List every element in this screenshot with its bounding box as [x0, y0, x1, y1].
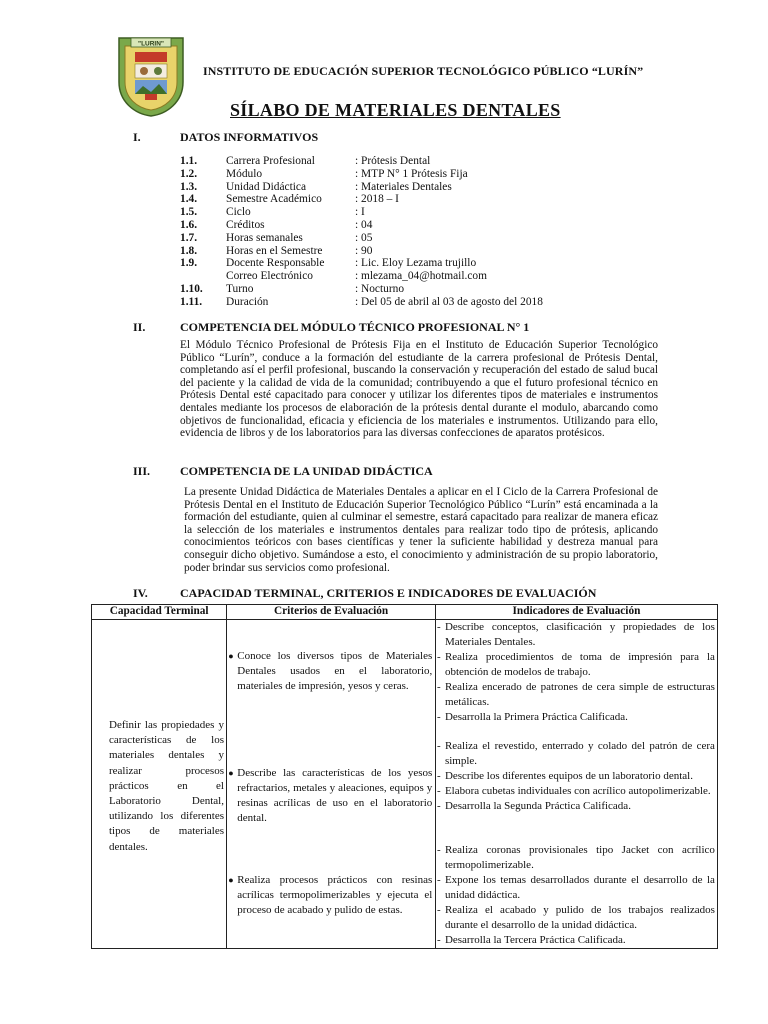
info-label: Unidad Didáctica	[226, 180, 307, 193]
info-number: 1.8.	[180, 244, 198, 257]
table-header: Capacidad Terminal	[92, 605, 227, 620]
indicator-text: Elabora cubetas individuales con acrílico autopolimerizable.	[444, 785, 711, 797]
criterio-item	[227, 873, 432, 918]
info-row	[180, 155, 600, 168]
dash-marker: -	[436, 621, 441, 633]
info-number: 1.6.	[180, 218, 198, 231]
capacidad-text: Definir las propiedades y características de los materiales dentales y realizar procesos prácticos en el Laboratorio Dental, utilizando los diferentes tipos de materiales dentales.	[109, 719, 224, 853]
indicator-text: Desarrolla la Tercera Práctica Calificada.	[444, 934, 626, 946]
indicator-text: Desarrolla la Segunda Práctica Calificada.	[444, 800, 631, 812]
dash-marker: -	[436, 904, 441, 916]
section-number: I.	[133, 130, 141, 144]
info-value: : 05	[355, 231, 373, 244]
info-number: 1.9.	[180, 257, 198, 270]
indicator-text: Realiza el revestido, enterrado y colado del patrón de cera simple.	[444, 740, 715, 767]
info-label: Ciclo	[226, 206, 251, 219]
criterio-item	[227, 766, 432, 826]
info-value: : Prótesis Dental	[355, 155, 431, 167]
dash-marker: -	[436, 800, 441, 812]
indicator-text: Realiza procedimientos de toma de impresión para la obtención de modelos de trabajo.	[444, 651, 715, 678]
info-number	[180, 270, 226, 283]
dash-marker: -	[436, 874, 441, 886]
info-label: Créditos	[226, 218, 265, 231]
table-row	[92, 620, 718, 949]
svg-text:"LURIN": "LURIN"	[137, 40, 165, 48]
indicator-item	[436, 680, 715, 710]
info-number: 1.11.	[180, 295, 203, 308]
indicator-group	[436, 843, 715, 948]
info-value: : mlezama_04@hotmail.com	[355, 270, 487, 283]
indicator-item	[436, 873, 715, 903]
criterio-text: Conoce los diversos tipos de Materiales Dentales usados en el laboratorio, materiales de impresión, yesos y ceras.	[237, 650, 433, 692]
dash-marker: -	[436, 651, 441, 663]
bullet-icon: ●	[228, 875, 234, 885]
info-value: : 2018 – I	[355, 193, 399, 206]
dash-marker: -	[436, 785, 441, 797]
section-number: III.	[133, 464, 151, 478]
section-title-competencia-unidad: COMPETENCIA DE LA UNIDAD DIDÁCTICA	[180, 464, 433, 478]
info-row	[180, 296, 600, 309]
table-header: Criterios de Evaluación	[227, 605, 436, 620]
bullet-icon: ●	[228, 768, 234, 778]
info-number: 1.4.	[180, 193, 198, 206]
info-value: : 04	[355, 218, 373, 231]
indicator-group	[436, 739, 715, 814]
indicator-item	[436, 903, 715, 933]
criterio-text: Realiza procesos prácticos con resinas acrílicas termopolimerizables y ejecuta el proceso de acabado y pulido de estas.	[237, 874, 433, 916]
info-value: : I	[355, 206, 365, 219]
info-label: Duración	[226, 295, 269, 308]
info-row	[180, 206, 600, 219]
section-title-datos: DATOS INFORMATIVOS	[180, 130, 319, 144]
indicadores-cell	[435, 620, 717, 949]
info-label: Horas semanales	[226, 231, 303, 244]
info-label: Correo Electrónico	[226, 270, 313, 283]
section-number: II.	[133, 320, 146, 334]
dash-marker: -	[436, 844, 441, 856]
info-value: : Del 05 de abril al 03 de agosto del 2018	[355, 295, 543, 308]
indicator-item	[436, 784, 715, 799]
dash-marker: -	[436, 934, 441, 946]
indicator-text: Describe los diferentes equipos de un laboratorio dental.	[444, 770, 693, 782]
info-value: : Materiales Dentales	[355, 180, 452, 193]
indicator-group	[436, 620, 715, 725]
info-label: Turno	[226, 282, 254, 295]
competencia-unidad-paragraph: La presente Unidad Didáctica de Materiales Dentales a aplicar en el I Ciclo de la Carrera Profesional de Prótesis Dental en el Instituto de Educación Superior Tecnológico Público “Lurín” está encaminada a la formación del estudiante, quien al culminar el semestre, estará capacitado para realizar de manera eficaz la selección de los materiales e instrumentos dentales para realizar todo tipo de prótesis, aplicando conocimientos teóricos con bases científicas y tener la suficiente habilidad y destreza manual para conseguir dicho objetivo. Sumándose a esto, el conocimiento y administración de su propio laboratorio, poder brindar sus servicios como profesional.	[184, 486, 658, 574]
info-label: Horas en el Semestre	[226, 244, 323, 257]
info-number: 1.7.	[180, 231, 198, 244]
criterio-item	[227, 649, 432, 694]
dash-marker: -	[436, 681, 441, 693]
table-header: Indicadores de Evaluación	[435, 605, 717, 620]
section-title-capacidad-terminal: CAPACIDAD TERMINAL, CRITERIOS E INDICADORES DE EVALUACIÓN	[180, 586, 597, 600]
criterios-cell	[227, 620, 436, 949]
info-number: 1.10.	[180, 282, 203, 295]
info-number: 1.1.	[180, 155, 198, 167]
indicator-text: Describe conceptos, clasificación y propiedades de los Materiales Dentales.	[444, 621, 715, 648]
info-value: : 90	[355, 244, 373, 257]
indicator-item	[436, 933, 715, 948]
indicator-text: Expone los temas desarrollados durante el desarrollo de la unidad didáctica.	[444, 874, 715, 901]
indicator-item	[436, 799, 715, 814]
info-row	[180, 245, 600, 258]
info-number: 1.2.	[180, 167, 198, 180]
criterio-text: Describe las características de los yesos refractarios, metales y aleaciones, equipos y resinas acrílicas de uso en el laboratorio dental.	[237, 767, 433, 824]
indicator-item	[436, 620, 715, 650]
info-list	[180, 155, 600, 309]
document-title: SÍLABO DE MATERIALES DENTALES	[230, 100, 561, 120]
dash-marker: -	[436, 740, 441, 752]
section-number: IV.	[133, 586, 148, 600]
competencia-modulo-paragraph: El Módulo Técnico Profesional de Prótesis Fija en el Instituto de Educación Superior Tecnológico Público “Lurín”, conduce a la formación del estudiante de la carrera profesional de Prótesis Dental, completando así el perfil profesional, buscando la conservación y recuperación del estado de salud bucal del paciente y la calidad de vida de la comunidad; contribuyendo a que el futuro profesional técnico en Prótesis Dental esté capacitado para conocer y utilizar los diferentes tipos de materiales e instrumentos dentales mediante los procesos de elaboración de la prótesis dental durante el modulo, abarcando como objetivos de funcionalidad, eficacia y eficiencia de los materiales e instrumentos. Utilizando para ello, evidencia de libros y de los laboratorios para las diversas confecciones de aparatos protésicos.	[180, 339, 658, 440]
info-row	[180, 232, 600, 245]
indicator-item	[436, 739, 715, 769]
indicator-text: Realiza coronas provisionales tipo Jacket con acrílico termopolimerizable.	[444, 844, 715, 871]
info-row	[180, 168, 600, 181]
bullet-icon: ●	[228, 651, 234, 661]
evaluation-table	[91, 604, 718, 949]
info-label: Módulo	[226, 167, 263, 180]
info-number: 1.5.	[180, 206, 198, 219]
indicator-text: Desarrolla la Primera Práctica Calificada.	[444, 711, 628, 723]
capacidad-cell	[92, 620, 227, 949]
table-header-row	[92, 605, 718, 620]
info-label: Docente Responsable	[226, 257, 325, 270]
info-row	[180, 219, 600, 232]
indicator-item	[436, 650, 715, 680]
institute-logo	[117, 36, 185, 118]
info-row	[180, 270, 600, 283]
institute-name: INSTITUTO DE EDUCACIÓN SUPERIOR TECNOLÓGICO PÚBLICO “LURÍN”	[203, 64, 644, 78]
indicator-item	[436, 769, 715, 784]
info-value: : Lic. Eloy Lezama trujillo	[355, 257, 477, 270]
indicator-item	[436, 843, 715, 873]
dash-marker: -	[436, 770, 441, 782]
section-title-competencia-modulo: COMPETENCIA DEL MÓDULO TÉCNICO PROFESIONAL N° 1	[180, 320, 530, 334]
info-value: : Nocturno	[355, 282, 405, 295]
info-number: 1.3.	[180, 180, 198, 193]
info-row	[180, 181, 600, 194]
info-row	[180, 257, 600, 270]
info-label: Semestre Académico	[226, 193, 322, 206]
info-label: Carrera Profesional	[226, 155, 315, 167]
info-row	[180, 193, 600, 206]
indicator-text: Realiza el acabado y pulido de los trabajos realizados durante el desarrollo de la unidad didáctica.	[444, 904, 715, 931]
dash-marker: -	[436, 711, 441, 723]
info-row	[180, 283, 600, 296]
info-value: : MTP N° 1 Prótesis Fija	[355, 167, 468, 180]
indicator-text: Realiza encerado de patrones de cera simple de estructuras metálicas.	[444, 681, 715, 708]
indicator-item	[436, 710, 715, 725]
